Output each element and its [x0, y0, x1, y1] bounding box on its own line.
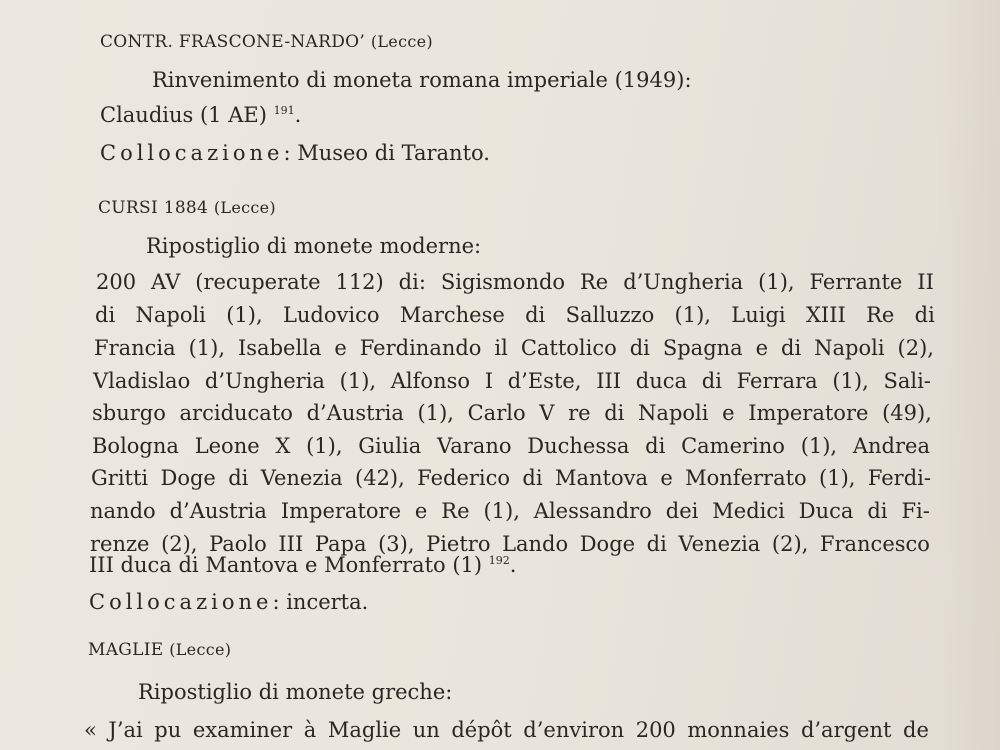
body-line: nando d’Austria Imperatore e Re (1), Alessandro dei Medici Duca di Fi-: [90, 499, 930, 523]
collocation-label: Collocazione: [100, 141, 284, 165]
entry-intro: Ripostiglio di monete moderne:: [146, 234, 482, 258]
quote-line: « J’ai pu examiner à Maglie un dépôt d’environ 200 monnaies d’argent de: [84, 718, 929, 742]
heading-title: CONTR. FRASCONE-NARDO’: [100, 32, 366, 52]
heading-title: CURSI 1884: [98, 198, 209, 218]
entry-heading-frascone: [100, 32, 433, 52]
heading-location: (Lecce): [213, 198, 276, 217]
entry-heading-cursi: [98, 198, 276, 218]
body-line: Bologna Leone X (1), Giulia Varano Duchessa di Camerino (1), Andrea: [92, 434, 930, 458]
collocation-label: Collocazione: [89, 590, 273, 614]
entry-intro: Ripostiglio di monete greche:: [138, 680, 453, 704]
page-edge-shadow: [940, 0, 1000, 750]
item-text: Claudius (1 AE): [100, 103, 267, 127]
body-line: Vladislao d’Ungheria (1), Alfonso I d’Este, III duca di Ferrara (1), Sali-: [93, 369, 931, 393]
entry-item: Claudius (1 AE) $^{191}$.: [100, 103, 302, 127]
entry-heading-maglie: [88, 640, 231, 660]
body-line: Francia (1), Isabella e Ferdinando il Cattolico di Spagna e di Napoli (2),: [94, 336, 934, 360]
body-line: renze (2), Paolo III Papa (3), Pietro Lando Doge di Venezia (2), Francesco: [90, 532, 930, 556]
entry-intro: Rinvenimento di moneta romana imperiale (1949):: [152, 68, 692, 92]
footnote-ref: 191: [273, 104, 295, 117]
collocation-value: : incerta.: [272, 590, 369, 614]
collocation-line: [89, 590, 368, 614]
collocation-value: : Museo di Taranto.: [283, 141, 490, 165]
body-line: di Napoli (1), Ludovico Marchese di Salluzzo (1), Luigi XIII Re di: [95, 303, 935, 327]
body-last-line: III duca di Mantova e Monferrato (1) $^{192}$.: [89, 553, 517, 577]
heading-location: (Lecce): [169, 640, 232, 659]
footnote-ref: 192: [488, 554, 510, 567]
body-line: sburgo arciducato d’Austria (1), Carlo V re di Napoli e Imperatore (49),: [92, 401, 932, 425]
collocation-line: [100, 141, 490, 165]
body-line: Gritti Doge di Venezia (42), Federico di Mantova e Monferrato (1), Ferdi-: [91, 466, 931, 490]
last-line-text: III duca di Mantova e Monferrato (1): [89, 553, 483, 577]
heading-location: (Lecce): [370, 32, 433, 51]
body-line: 200 AV (recuperate 112) di: Sigismondo Re d’Ungheria (1), Ferrante II: [96, 270, 934, 294]
heading-title: MAGLIE: [88, 640, 164, 660]
